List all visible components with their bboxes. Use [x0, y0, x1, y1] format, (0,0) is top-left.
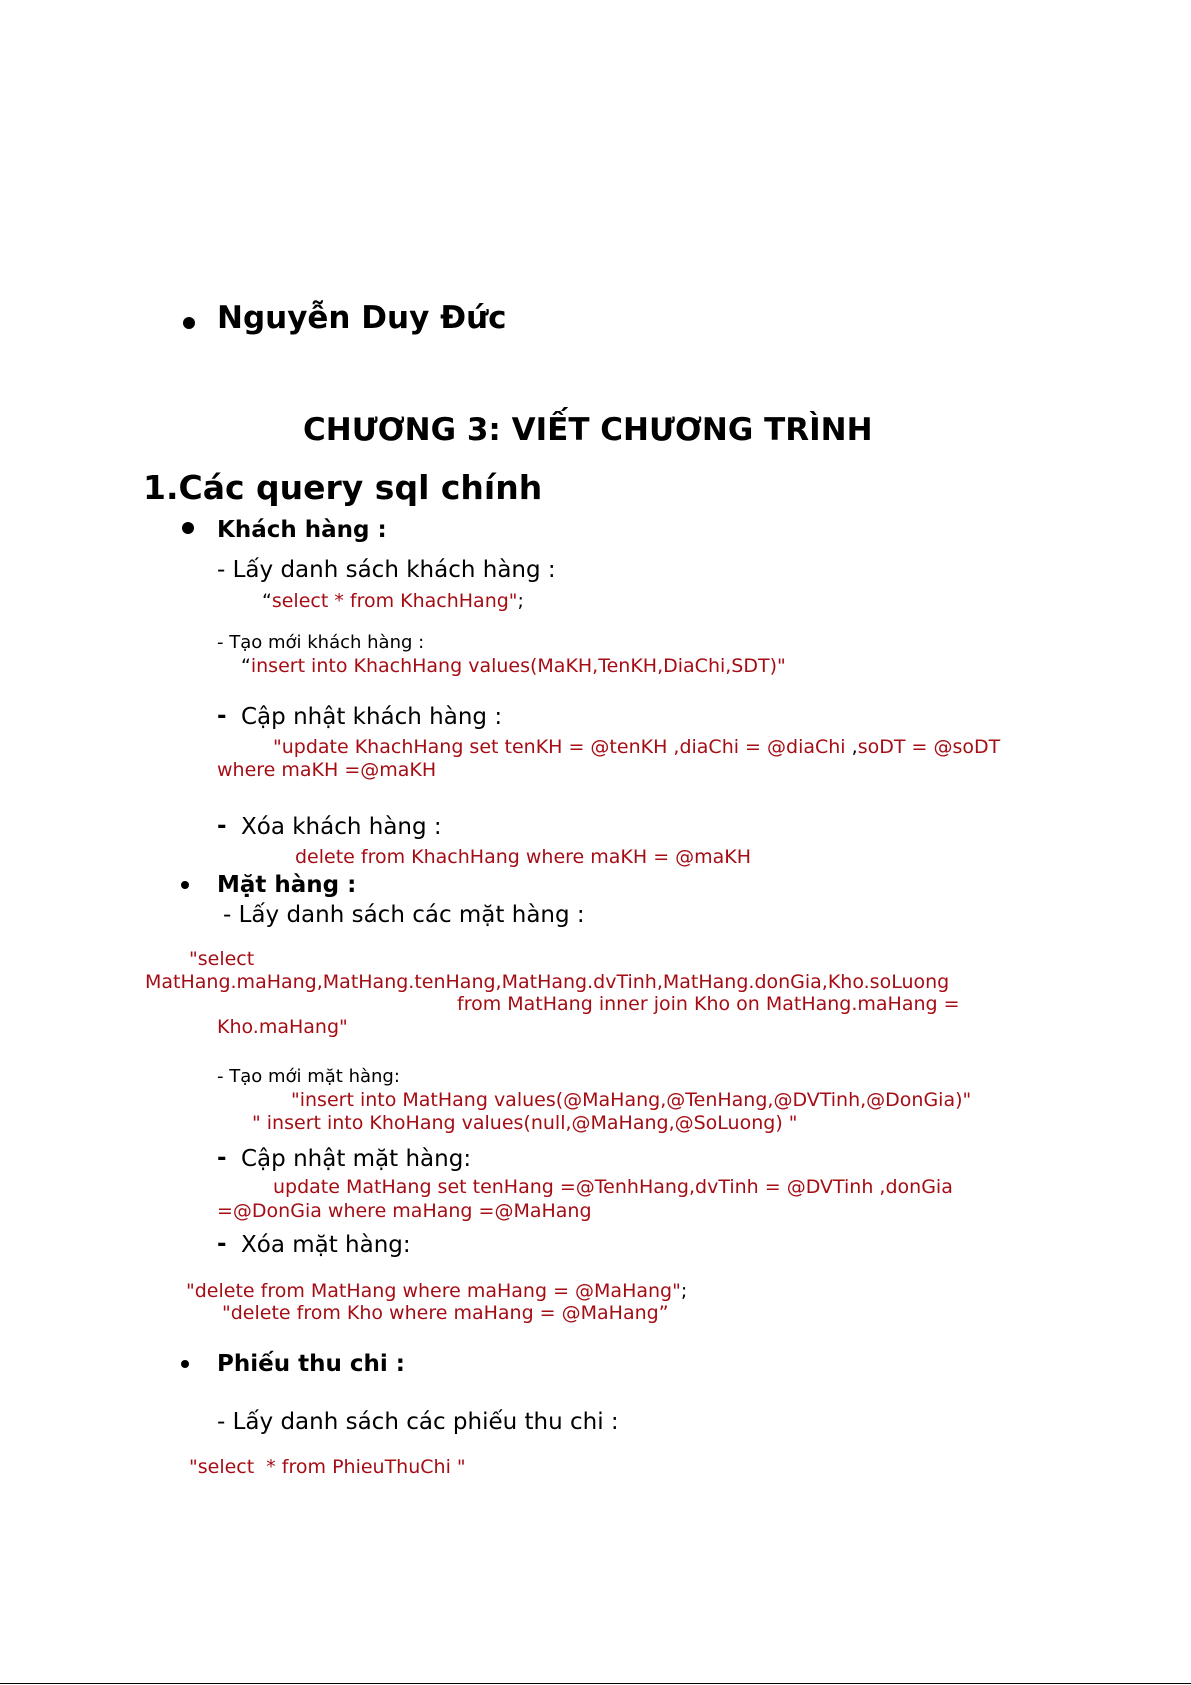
- customers-update-sql-1: [273, 736, 1000, 758]
- section-title: 1.Các query sql chính: [143, 468, 543, 507]
- products-update-label: Cập nhật mặt hàng:: [241, 1146, 472, 1172]
- products-create-sql-2: " insert into KhoHang values(null,@MaHang,@SoLuong) ": [252, 1112, 798, 1134]
- products-update-dash: -: [217, 1145, 227, 1171]
- customers-list-sql-text: select * from KhachHang": [271, 590, 518, 612]
- products-list-label: - Lấy danh sách các mặt hàng :: [223, 902, 585, 928]
- customers-update-sql-1b-text: soDT = @soDT: [857, 736, 1001, 758]
- customers-delete-label: Xóa khách hàng :: [241, 814, 442, 840]
- customers-update-sql-1-text: "update KhachHang set tenKH = @tenKH ,diaChi = @diaChi: [273, 736, 846, 758]
- products-delete-sql-2: "delete from Kho where maHang = @MaHang”: [222, 1302, 669, 1324]
- page-bottom-border: [0, 1683, 1191, 1684]
- customers-update-dash: -: [217, 703, 227, 729]
- products-bullet: [181, 881, 189, 889]
- products-delete-dash: -: [217, 1231, 227, 1257]
- author-bullet: [183, 317, 195, 329]
- customers-update-sql-2: where maKH =@maKH: [217, 759, 437, 781]
- products-delete-sql-1-text: "delete from MatHang where maHang = @MaHang": [186, 1280, 681, 1302]
- customers-delete-dash: -: [217, 813, 227, 839]
- receipts-heading: Phiếu thu chi :: [217, 1351, 405, 1377]
- customers-create-label: - Tạo mới khách hàng :: [217, 632, 425, 653]
- chapter-title: CHƯƠNG 3: VIẾT CHƯƠNG TRÌNH: [303, 412, 873, 448]
- customers-update-label: Cập nhật khách hàng :: [241, 704, 503, 730]
- products-update-sql-2: =@DonGia where maHang =@MaHang: [217, 1200, 592, 1222]
- products-delete-label: Xóa mặt hàng:: [241, 1232, 411, 1258]
- products-heading: Mặt hàng :: [217, 872, 357, 898]
- customers-heading: Khách hàng :: [217, 517, 387, 543]
- products-delete-sql-1-end: ;: [680, 1280, 688, 1302]
- customers-delete-sql: delete from KhachHang where maKH = @maKH: [295, 846, 752, 868]
- customers-list-label: - Lấy danh sách khách hàng :: [217, 557, 556, 583]
- author-name: Nguyễn Duy Đức: [217, 300, 507, 336]
- customers-bullet: [182, 522, 194, 534]
- receipts-list-label: - Lấy danh sách các phiếu thu chi :: [217, 1409, 619, 1435]
- products-delete-sql-1: [186, 1280, 687, 1302]
- products-list-sql-2: MatHang.maHang,MatHang.tenHang,MatHang.dvTinh,MatHang.donGia,Kho.soLuong: [145, 971, 950, 993]
- products-update-sql-1: update MatHang set tenHang =@TenhHang,dvTinh = @DVTinh ,donGia: [273, 1176, 953, 1198]
- customers-update-sql-comma: ,: [845, 736, 858, 758]
- receipts-list-sql: "select * from PhieuThuChi ": [189, 1456, 466, 1478]
- customers-create-sql-text: insert into KhachHang values(MaKH,TenKH,DiaChi,SDT)": [250, 655, 786, 677]
- customers-create-open-quote: “: [241, 655, 251, 677]
- customers-list-sql: [262, 590, 524, 612]
- products-list-sql-3: from MatHang inner join Kho on MatHang.maHang =: [457, 993, 960, 1015]
- products-list-sql-4: Kho.maHang": [217, 1016, 348, 1038]
- customers-list-open-quote: “: [262, 590, 272, 612]
- customers-create-sql: [241, 655, 786, 677]
- products-create-sql-1: "insert into MatHang values(@MaHang,@TenHang,@DVTinh,@DonGia)": [291, 1089, 972, 1111]
- products-create-label: - Tạo mới mặt hàng:: [217, 1066, 400, 1087]
- receipts-bullet: [181, 1360, 189, 1368]
- customers-list-sql-end: ;: [517, 590, 524, 612]
- products-list-sql-1: "select: [189, 948, 255, 970]
